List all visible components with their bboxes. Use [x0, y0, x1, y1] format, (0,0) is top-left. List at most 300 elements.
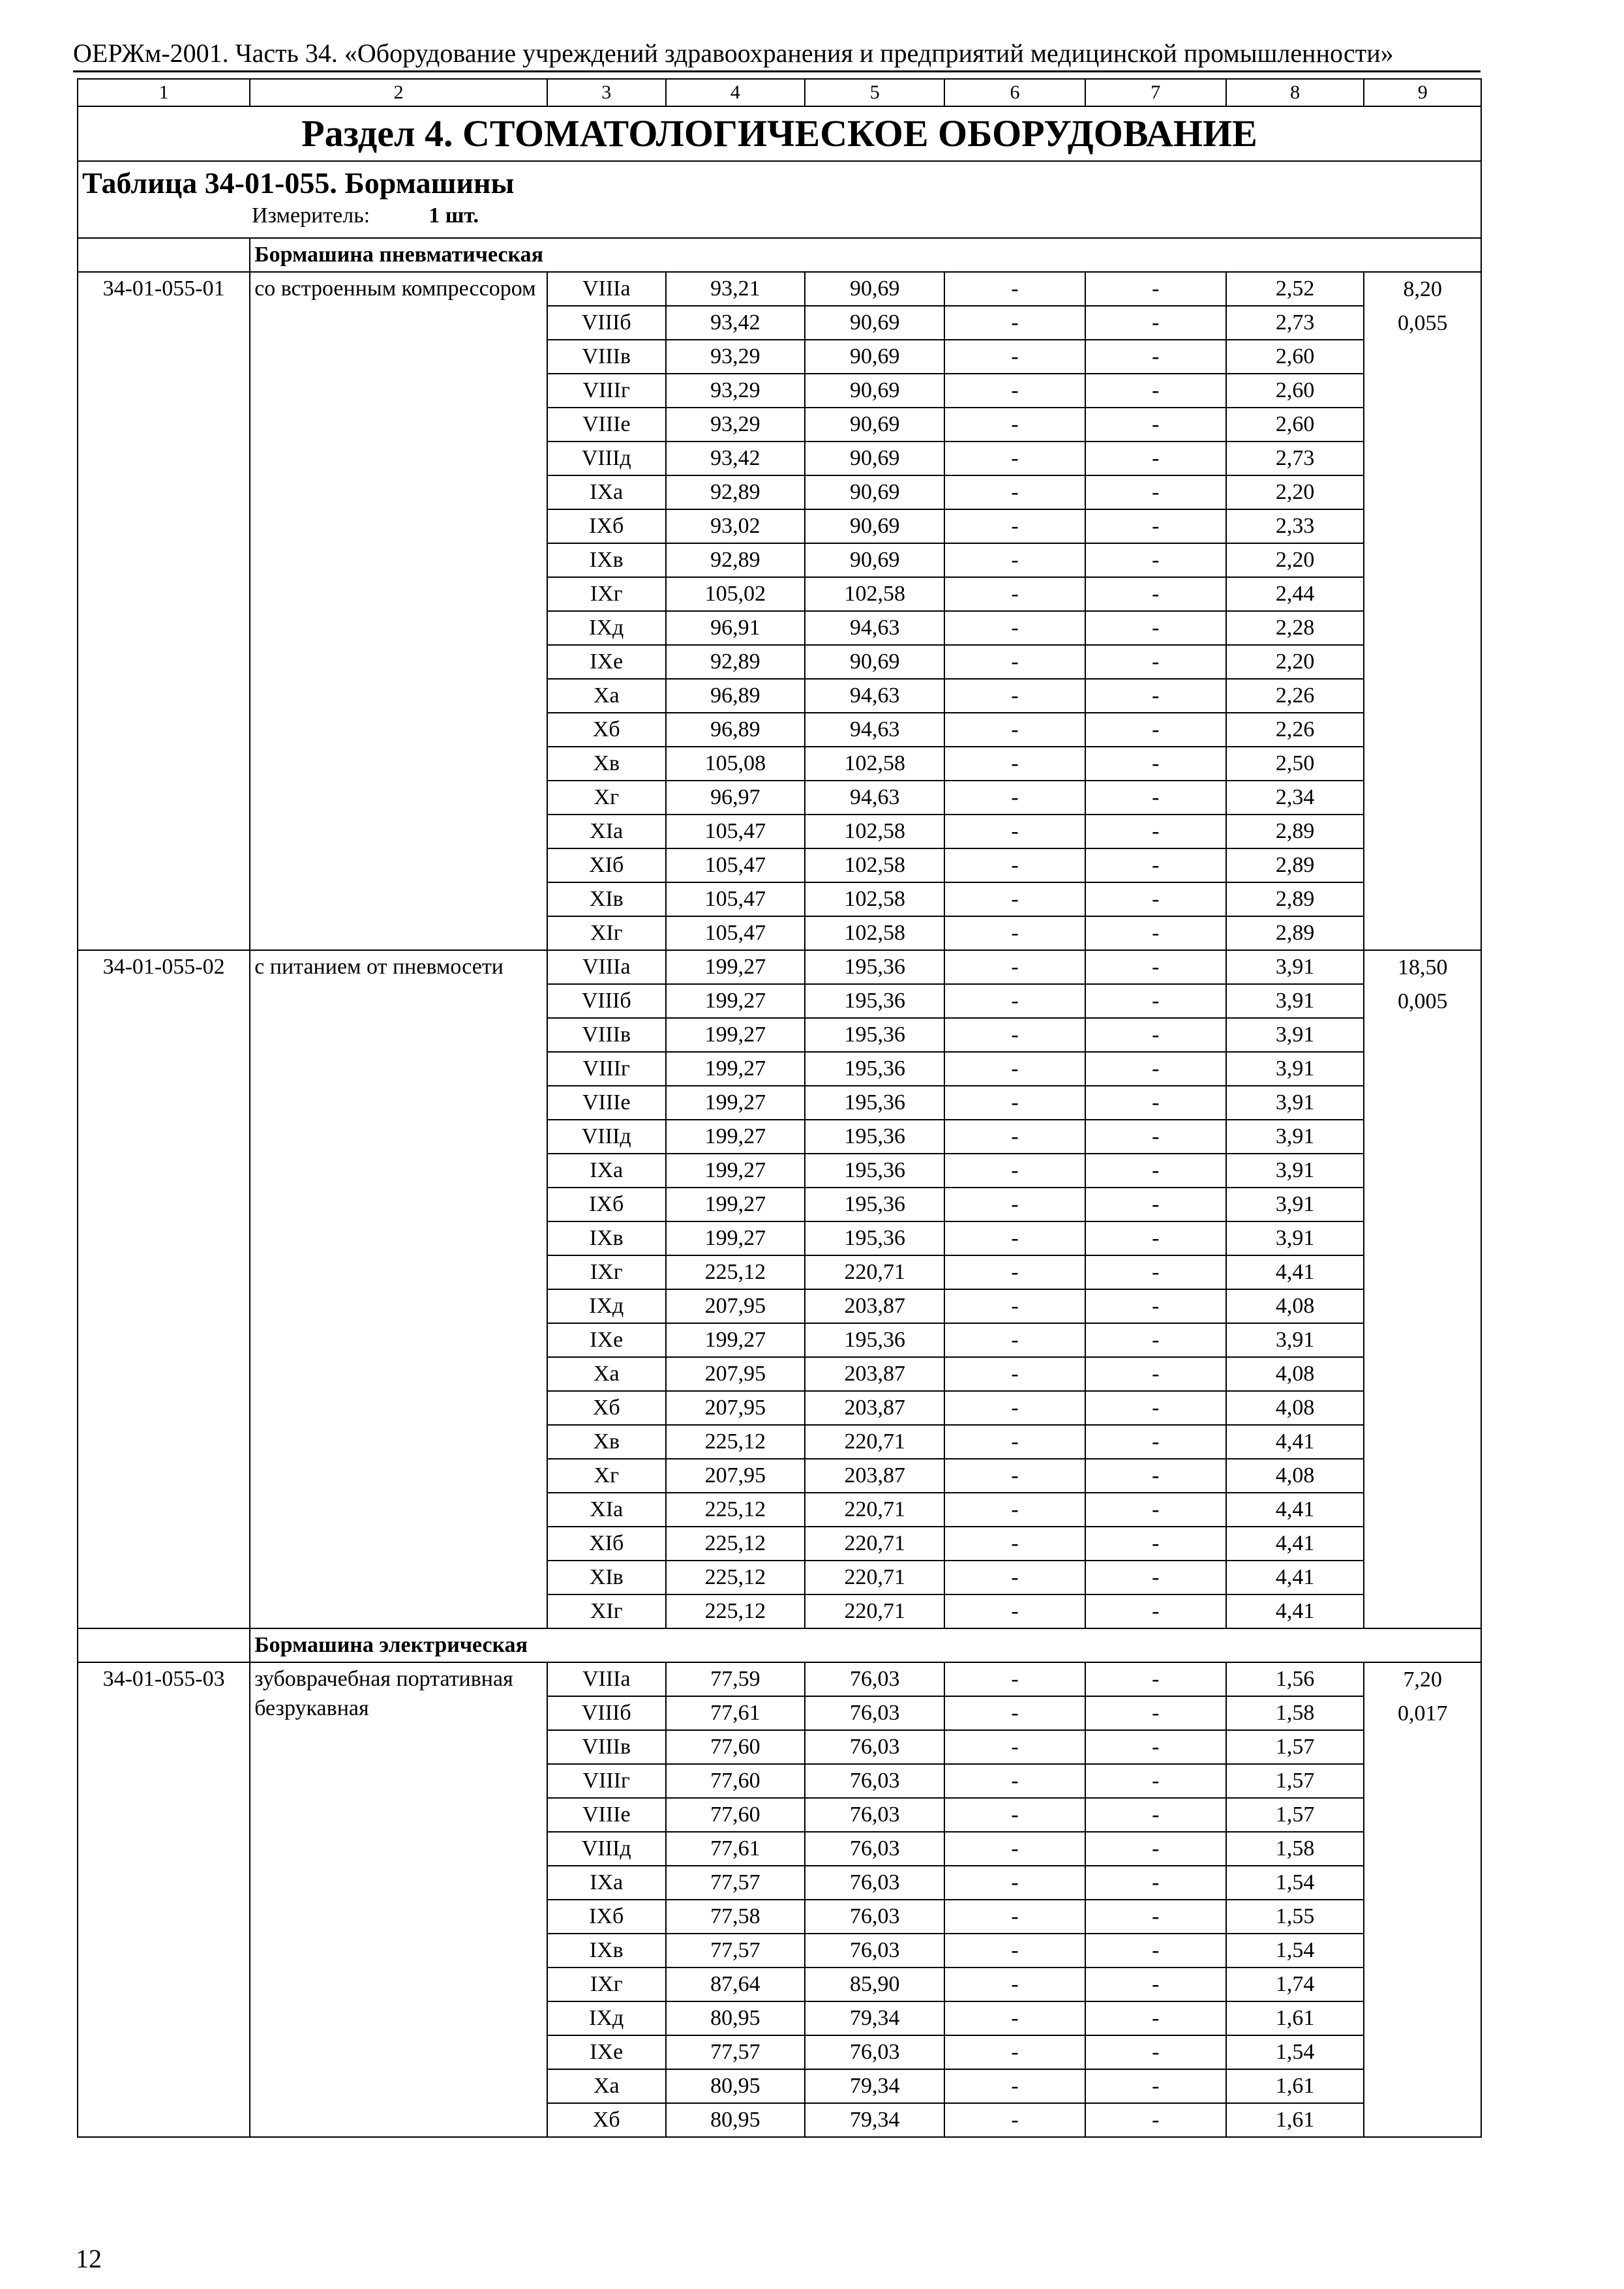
zone-cell: VIIIг — [547, 1764, 666, 1798]
wages-cell: 94,63 — [805, 611, 944, 645]
zone-cell: VIIIд — [547, 1832, 666, 1866]
total-cost-cell: 199,27 — [666, 1052, 805, 1086]
wages-cell: 220,71 — [805, 1425, 944, 1459]
column-number: 8 — [1226, 79, 1364, 106]
zone-cell: IXв — [547, 543, 666, 577]
wages-cell: 76,03 — [805, 1696, 944, 1730]
total-cost-cell: 77,61 — [666, 1832, 805, 1866]
zone-cell: VIIIв — [547, 1018, 666, 1052]
wages-cell: 102,58 — [805, 747, 944, 781]
total-cost-cell: 93,29 — [666, 340, 805, 374]
machinist-wages-cell: - — [1085, 374, 1226, 408]
wages-cell: 76,03 — [805, 1832, 944, 1866]
rate-name: зубоврачебная портативная безрукавная — [250, 1662, 547, 2137]
total-cost-cell: 77,60 — [666, 1798, 805, 1832]
materials-cost-cell: 3,91 — [1226, 1154, 1364, 1188]
machinist-wages-cell: - — [1085, 1188, 1226, 1221]
total-cost-cell: 199,27 — [666, 1018, 805, 1052]
machinist-wages-cell: - — [1085, 781, 1226, 815]
zone-cell: VIIIб — [547, 306, 666, 340]
section-title: Раздел 4. СТОМАТОЛОГИЧЕСКОЕ ОБОРУДОВАНИЕ — [78, 106, 1481, 161]
materials-cost-cell: 1,74 — [1226, 1967, 1364, 2001]
table-row — [78, 272, 1481, 306]
zone-cell: XIв — [547, 1561, 666, 1594]
wages-cell: 102,58 — [805, 815, 944, 848]
machinist-wages-cell: - — [1085, 611, 1226, 645]
total-cost-cell: 93,02 — [666, 509, 805, 543]
total-cost-cell: 96,91 — [666, 611, 805, 645]
machinist-wages-cell: - — [1085, 1527, 1226, 1561]
wages-cell: 76,03 — [805, 1934, 944, 1967]
materials-cost-cell: 1,58 — [1226, 1696, 1364, 1730]
machinist-wages-cell: - — [1085, 916, 1226, 950]
machinist-wages-cell: - — [1085, 1391, 1226, 1425]
zone-cell: VIIIд — [547, 441, 666, 475]
total-cost-cell: 225,12 — [666, 1561, 805, 1594]
machine-cost-cell: - — [944, 1052, 1085, 1086]
group-header-row — [78, 238, 1481, 272]
machinist-wages-cell: - — [1085, 645, 1226, 679]
materials-cost-cell: 2,28 — [1226, 611, 1364, 645]
zone-cell: IXе — [547, 645, 666, 679]
group-title: Бормашина электрическая — [250, 1628, 1481, 1662]
total-cost-cell: 199,27 — [666, 1323, 805, 1357]
total-cost-cell: 77,60 — [666, 1730, 805, 1764]
machine-cost-cell: - — [944, 1561, 1085, 1594]
machine-cost-cell: - — [944, 815, 1085, 848]
zone-cell: VIIIе — [547, 1798, 666, 1832]
machinist-wages-cell: - — [1085, 340, 1226, 374]
wages-cell: 76,03 — [805, 1730, 944, 1764]
column-number: 9 — [1364, 79, 1481, 106]
meter-value: 1 шт. — [429, 203, 479, 228]
materials-cost-cell: 4,08 — [1226, 1289, 1364, 1323]
total-cost-cell: 80,95 — [666, 2069, 805, 2103]
zone-cell: XIг — [547, 916, 666, 950]
machine-cost-cell: - — [944, 1900, 1085, 1934]
wages-cell: 195,36 — [805, 1188, 944, 1221]
machinist-wages-cell: - — [1085, 1900, 1226, 1934]
machine-cost-cell: - — [944, 441, 1085, 475]
machine-cost-cell: - — [944, 713, 1085, 747]
total-cost-cell: 207,95 — [666, 1391, 805, 1425]
zone-cell: Xг — [547, 781, 666, 815]
materials-cost-cell: 2,60 — [1226, 374, 1364, 408]
total-cost-cell: 199,27 — [666, 1120, 805, 1154]
zone-cell: Xа — [547, 2069, 666, 2103]
wages-cell: 195,36 — [805, 1086, 944, 1120]
materials-cost-cell: 2,89 — [1226, 848, 1364, 882]
materials-cost-cell: 2,33 — [1226, 509, 1364, 543]
machine-cost-cell: - — [944, 882, 1085, 916]
machinist-wages-cell: - — [1085, 1154, 1226, 1188]
total-cost-cell: 207,95 — [666, 1357, 805, 1391]
machine-cost-cell: - — [944, 1188, 1085, 1221]
total-cost-cell: 93,29 — [666, 408, 805, 441]
labor-value: 18,50 — [1397, 955, 1448, 980]
machinist-wages-cell: - — [1085, 1764, 1226, 1798]
wages-cell: 203,87 — [805, 1289, 944, 1323]
meter-label: Измеритель: — [252, 203, 370, 228]
materials-cost-cell: 2,20 — [1226, 543, 1364, 577]
total-cost-cell: 105,47 — [666, 916, 805, 950]
total-cost-cell: 96,89 — [666, 713, 805, 747]
zone-cell: VIIIв — [547, 340, 666, 374]
machinist-wages-cell: - — [1085, 1662, 1226, 1696]
table-body — [78, 79, 1481, 2137]
labor-cost-cell — [1364, 950, 1481, 1628]
machinist-wages-cell: - — [1085, 543, 1226, 577]
machinist-wages-cell: - — [1085, 1832, 1226, 1866]
total-cost-cell: 105,08 — [666, 747, 805, 781]
total-cost-cell: 92,89 — [666, 645, 805, 679]
materials-cost-cell: 1,61 — [1226, 2069, 1364, 2103]
labor-value: 0,005 — [1397, 989, 1448, 1013]
total-cost-cell: 77,57 — [666, 2035, 805, 2069]
wages-cell: 85,90 — [805, 1967, 944, 2001]
machine-cost-cell: - — [944, 1934, 1085, 1967]
machinist-wages-cell: - — [1085, 1289, 1226, 1323]
wages-cell: 220,71 — [805, 1561, 944, 1594]
machinist-wages-cell: - — [1085, 1357, 1226, 1391]
zone-cell: Xб — [547, 713, 666, 747]
machine-cost-cell: - — [944, 1662, 1085, 1696]
column-number: 5 — [805, 79, 944, 106]
machine-cost-cell: - — [944, 2069, 1085, 2103]
machine-cost-cell: - — [944, 1086, 1085, 1120]
machine-cost-cell: - — [944, 340, 1085, 374]
table-title-row — [78, 161, 1481, 238]
machine-cost-cell: - — [944, 1493, 1085, 1527]
zone-cell: IXв — [547, 1221, 666, 1255]
zone-cell: VIIIа — [547, 1662, 666, 1696]
machinist-wages-cell: - — [1085, 984, 1226, 1018]
materials-cost-cell: 4,08 — [1226, 1357, 1364, 1391]
total-cost-cell: 92,89 — [666, 543, 805, 577]
machine-cost-cell: - — [944, 1866, 1085, 1900]
machinist-wages-cell: - — [1085, 1052, 1226, 1086]
wages-cell: 90,69 — [805, 509, 944, 543]
total-cost-cell: 96,89 — [666, 679, 805, 713]
zone-cell: Xб — [547, 1391, 666, 1425]
wages-cell: 76,03 — [805, 1798, 944, 1832]
column-number: 7 — [1085, 79, 1226, 106]
total-cost-cell: 207,95 — [666, 1289, 805, 1323]
machinist-wages-cell: - — [1085, 1255, 1226, 1289]
machinist-wages-cell: - — [1085, 1798, 1226, 1832]
machine-cost-cell: - — [944, 543, 1085, 577]
labor-cost-cell — [1364, 1662, 1481, 2137]
machinist-wages-cell: - — [1085, 441, 1226, 475]
zone-cell: VIIIд — [547, 1120, 666, 1154]
machine-cost-cell: - — [944, 1459, 1085, 1493]
labor-cost-cell — [1364, 272, 1481, 950]
wages-cell: 76,03 — [805, 1764, 944, 1798]
machine-cost-cell: - — [944, 1154, 1085, 1188]
zone-cell: IXб — [547, 1188, 666, 1221]
total-cost-cell: 77,60 — [666, 1764, 805, 1798]
wages-cell: 94,63 — [805, 781, 944, 815]
column-number: 3 — [547, 79, 666, 106]
materials-cost-cell: 4,41 — [1226, 1425, 1364, 1459]
machinist-wages-cell: - — [1085, 1866, 1226, 1900]
zone-cell: Xв — [547, 747, 666, 781]
column-number: 4 — [666, 79, 805, 106]
total-cost-cell: 92,89 — [666, 475, 805, 509]
wages-cell: 90,69 — [805, 543, 944, 577]
machine-cost-cell: - — [944, 306, 1085, 340]
machinist-wages-cell: - — [1085, 1323, 1226, 1357]
labor-value: 0,017 — [1397, 1701, 1448, 1726]
rates-table — [77, 78, 1482, 2138]
materials-cost-cell: 2,73 — [1226, 306, 1364, 340]
total-cost-cell: 93,29 — [666, 374, 805, 408]
materials-cost-cell: 3,91 — [1226, 1221, 1364, 1255]
total-cost-cell: 199,27 — [666, 1188, 805, 1221]
machinist-wages-cell: - — [1085, 1730, 1226, 1764]
machine-cost-cell: - — [944, 1832, 1085, 1866]
zone-cell: IXе — [547, 2035, 666, 2069]
total-cost-cell: 77,57 — [666, 1866, 805, 1900]
materials-cost-cell: 4,08 — [1226, 1459, 1364, 1493]
materials-cost-cell: 2,20 — [1226, 475, 1364, 509]
machinist-wages-cell: - — [1085, 475, 1226, 509]
machine-cost-cell: - — [944, 374, 1085, 408]
machine-cost-cell: - — [944, 1594, 1085, 1628]
materials-cost-cell: 3,91 — [1226, 1052, 1364, 1086]
materials-cost-cell: 1,57 — [1226, 1798, 1364, 1832]
materials-cost-cell: 1,57 — [1226, 1764, 1364, 1798]
total-cost-cell: 93,42 — [666, 306, 805, 340]
total-cost-cell: 199,27 — [666, 984, 805, 1018]
page-number: 12 — [76, 2244, 102, 2273]
total-cost-cell: 93,21 — [666, 272, 805, 306]
zone-cell: VIIIа — [547, 272, 666, 306]
machinist-wages-cell: - — [1085, 815, 1226, 848]
total-cost-cell: 96,97 — [666, 781, 805, 815]
wages-cell: 102,58 — [805, 882, 944, 916]
materials-cost-cell: 1,57 — [1226, 1730, 1364, 1764]
wages-cell: 94,63 — [805, 679, 944, 713]
zone-cell: VIIIб — [547, 984, 666, 1018]
rate-name: с питанием от пневмосети — [250, 950, 547, 1628]
materials-cost-cell: 2,50 — [1226, 747, 1364, 781]
zone-cell: XIб — [547, 1527, 666, 1561]
wages-cell: 195,36 — [805, 1018, 944, 1052]
zone-cell: Xг — [547, 1459, 666, 1493]
total-cost-cell: 199,27 — [666, 1221, 805, 1255]
machinist-wages-cell: - — [1085, 1561, 1226, 1594]
materials-cost-cell: 1,61 — [1226, 2001, 1364, 2035]
total-cost-cell: 77,59 — [666, 1662, 805, 1696]
zone-cell: XIа — [547, 1493, 666, 1527]
total-cost-cell: 207,95 — [666, 1459, 805, 1493]
wages-cell: 102,58 — [805, 848, 944, 882]
total-cost-cell: 105,47 — [666, 848, 805, 882]
machinist-wages-cell: - — [1085, 2103, 1226, 2137]
machine-cost-cell: - — [944, 1391, 1085, 1425]
table-title: Таблица 34-01-055. Бормашины — [82, 166, 515, 200]
wages-cell: 102,58 — [805, 577, 944, 611]
table-row — [78, 950, 1481, 984]
machinist-wages-cell: - — [1085, 2069, 1226, 2103]
zone-cell: IXб — [547, 1900, 666, 1934]
rate-code: 34-01-055-03 — [78, 1662, 250, 2137]
wages-cell: 90,69 — [805, 374, 944, 408]
wages-cell: 76,03 — [805, 1662, 944, 1696]
zone-cell: XIг — [547, 1594, 666, 1628]
wages-cell: 195,36 — [805, 1120, 944, 1154]
zone-cell: VIIIг — [547, 1052, 666, 1086]
materials-cost-cell: 1,55 — [1226, 1900, 1364, 1934]
machine-cost-cell: - — [944, 848, 1085, 882]
group-header-spacer — [78, 1628, 250, 1662]
labor-value: 7,20 — [1403, 1668, 1442, 1692]
total-cost-cell: 77,61 — [666, 1696, 805, 1730]
machinist-wages-cell: - — [1085, 747, 1226, 781]
zone-cell: IXа — [547, 475, 666, 509]
column-number-row — [78, 79, 1481, 106]
wages-cell: 79,34 — [805, 2103, 944, 2137]
labor-value: 0,055 — [1397, 311, 1448, 335]
materials-cost-cell: 4,08 — [1226, 1391, 1364, 1425]
materials-cost-cell: 3,91 — [1226, 1120, 1364, 1154]
machine-cost-cell: - — [944, 1120, 1085, 1154]
table-title-cell — [78, 161, 1481, 238]
materials-cost-cell: 4,41 — [1226, 1255, 1364, 1289]
machine-cost-cell: - — [944, 1357, 1085, 1391]
machinist-wages-cell: - — [1085, 1594, 1226, 1628]
labor-value: 8,20 — [1403, 277, 1442, 301]
materials-cost-cell: 3,91 — [1226, 984, 1364, 1018]
materials-cost-cell: 1,54 — [1226, 2035, 1364, 2069]
wages-cell: 90,69 — [805, 408, 944, 441]
machine-cost-cell: - — [944, 1221, 1085, 1255]
zone-cell: Xа — [547, 679, 666, 713]
materials-cost-cell: 4,41 — [1226, 1594, 1364, 1628]
machinist-wages-cell: - — [1085, 1493, 1226, 1527]
wages-cell: 79,34 — [805, 2001, 944, 2035]
machine-cost-cell: - — [944, 1764, 1085, 1798]
wages-cell: 220,71 — [805, 1594, 944, 1628]
machinist-wages-cell: - — [1085, 713, 1226, 747]
machine-cost-cell: - — [944, 1018, 1085, 1052]
wages-cell: 220,71 — [805, 1255, 944, 1289]
machinist-wages-cell: - — [1085, 1018, 1226, 1052]
rate-code: 34-01-055-01 — [78, 272, 250, 950]
materials-cost-cell: 4,41 — [1226, 1493, 1364, 1527]
wages-cell: 195,36 — [805, 984, 944, 1018]
machine-cost-cell: - — [944, 1696, 1085, 1730]
machinist-wages-cell: - — [1085, 882, 1226, 916]
wages-cell: 195,36 — [805, 1052, 944, 1086]
total-cost-cell: 199,27 — [666, 1154, 805, 1188]
total-cost-cell: 105,02 — [666, 577, 805, 611]
materials-cost-cell: 3,91 — [1226, 950, 1364, 984]
wages-cell: 203,87 — [805, 1391, 944, 1425]
group-title: Бормашина пневматическая — [250, 238, 1481, 272]
zone-cell: VIIIб — [547, 1696, 666, 1730]
zone-cell: IXг — [547, 1967, 666, 2001]
materials-cost-cell: 2,89 — [1226, 916, 1364, 950]
machine-cost-cell: - — [944, 2001, 1085, 2035]
zone-cell: VIIIе — [547, 1086, 666, 1120]
machine-cost-cell: - — [944, 747, 1085, 781]
wages-cell: 76,03 — [805, 1900, 944, 1934]
machinist-wages-cell: - — [1085, 306, 1226, 340]
wages-cell: 195,36 — [805, 1154, 944, 1188]
wages-cell: 195,36 — [805, 1221, 944, 1255]
machinist-wages-cell: - — [1085, 1967, 1226, 2001]
meter-line — [82, 200, 1481, 232]
zone-cell: XIв — [547, 882, 666, 916]
machine-cost-cell: - — [944, 509, 1085, 543]
wages-cell: 203,87 — [805, 1357, 944, 1391]
wages-cell: 90,69 — [805, 272, 944, 306]
machine-cost-cell: - — [944, 272, 1085, 306]
materials-cost-cell: 2,60 — [1226, 340, 1364, 374]
machine-cost-cell: - — [944, 1967, 1085, 2001]
machine-cost-cell: - — [944, 781, 1085, 815]
machinist-wages-cell: - — [1085, 1221, 1226, 1255]
total-cost-cell: 105,47 — [666, 815, 805, 848]
wages-cell: 220,71 — [805, 1527, 944, 1561]
zone-cell: IXв — [547, 1934, 666, 1967]
machinist-wages-cell: - — [1085, 408, 1226, 441]
materials-cost-cell: 2,26 — [1226, 679, 1364, 713]
machine-cost-cell: - — [944, 1798, 1085, 1832]
machine-cost-cell: - — [944, 916, 1085, 950]
machinist-wages-cell: - — [1085, 1696, 1226, 1730]
wages-cell: 94,63 — [805, 713, 944, 747]
machine-cost-cell: - — [944, 984, 1085, 1018]
zone-cell: VIIIе — [547, 408, 666, 441]
wages-cell: 79,34 — [805, 2069, 944, 2103]
total-cost-cell: 77,58 — [666, 1900, 805, 1934]
machinist-wages-cell: - — [1085, 848, 1226, 882]
materials-cost-cell: 1,54 — [1226, 1934, 1364, 1967]
zone-cell: IXг — [547, 577, 666, 611]
machine-cost-cell: - — [944, 1289, 1085, 1323]
materials-cost-cell: 3,91 — [1226, 1018, 1364, 1052]
materials-cost-cell: 3,91 — [1226, 1323, 1364, 1357]
zone-cell: IXд — [547, 1289, 666, 1323]
column-number: 1 — [78, 79, 250, 106]
machine-cost-cell: - — [944, 1425, 1085, 1459]
machine-cost-cell: - — [944, 950, 1085, 984]
zone-cell: Xб — [547, 2103, 666, 2137]
zone-cell: VIIIа — [547, 950, 666, 984]
wages-cell: 195,36 — [805, 1323, 944, 1357]
materials-cost-cell: 4,41 — [1226, 1561, 1364, 1594]
machinist-wages-cell: - — [1085, 1120, 1226, 1154]
wages-cell: 90,69 — [805, 340, 944, 374]
wages-cell: 102,58 — [805, 916, 944, 950]
materials-cost-cell: 2,20 — [1226, 645, 1364, 679]
machine-cost-cell: - — [944, 475, 1085, 509]
total-cost-cell: 225,12 — [666, 1527, 805, 1561]
running-header: ОЕРЖм-2001. Часть 34. «Оборудование учреждений здравоохранения и предприятий медицинской промышленности» — [73, 38, 1394, 68]
machinist-wages-cell: - — [1085, 509, 1226, 543]
machine-cost-cell: - — [944, 645, 1085, 679]
machinist-wages-cell: - — [1085, 679, 1226, 713]
materials-cost-cell: 1,54 — [1226, 1866, 1364, 1900]
wages-cell: 76,03 — [805, 2035, 944, 2069]
table-row — [78, 1662, 1481, 1696]
column-number: 2 — [250, 79, 547, 106]
zone-cell: IXд — [547, 611, 666, 645]
zone-cell: IXб — [547, 509, 666, 543]
